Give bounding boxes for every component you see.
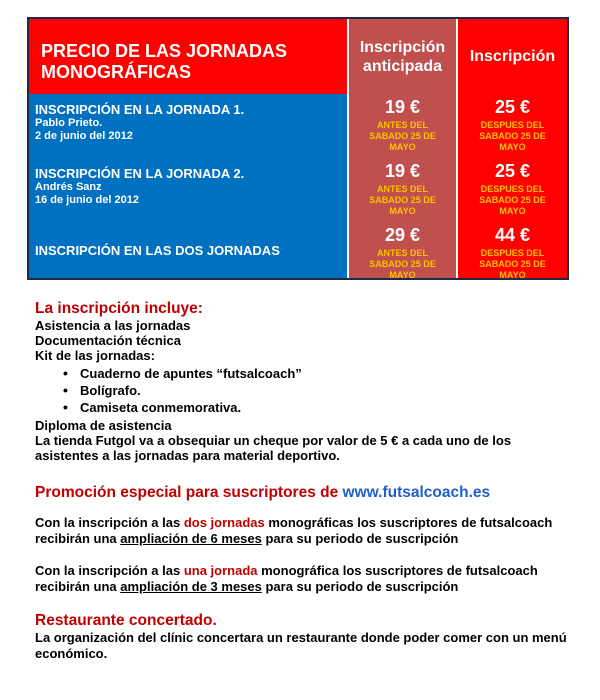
row-label [29,94,347,158]
kit-item: • Bolígrafo. [80,382,575,399]
promo-text: para su periodo de suscripción [261,531,459,546]
early-price: 29 € [384,225,421,245]
promo-highlight: una jornada [183,563,258,578]
table-row [29,94,567,160]
diploma-text: Diploma de asistencia [35,418,172,433]
early-price: 19 € [384,97,421,117]
includes-item: Kit de las jornadas: [35,348,155,363]
row-title: INSCRIPCIÓN EN LA JORNADA 2. [35,166,245,181]
includes-item: Asistencia a las jornadas [35,318,191,333]
table-row [29,158,567,224]
early-note: ANTES DEL SABADO 25 DE MAYO [369,184,436,216]
late-price: 25 € [494,97,531,117]
restaurant-heading: Restaurante concertado. [35,612,217,629]
late-note: DESPUES DEL SABADO 25 DE MAYO [479,184,546,216]
early-note: ANTES DEL SABADO 25 DE MAYO [369,248,436,280]
early-price-cell [347,94,456,158]
kit-item: • Camiseta conmemorativa. [80,399,575,416]
table-header-row [29,19,567,96]
row-speaker: Andrés Sanz [35,181,102,193]
restaurant-text: La organización del clínic concertara un restaurante donde poder comer con un menú económico. [35,630,567,661]
row-date: 2 de junio del 2012 [35,130,133,142]
late-price: 44 € [494,225,531,245]
promo-text: Con la inscripción a las [35,515,184,530]
early-price: 19 € [384,161,421,181]
early-price-cell [347,158,456,222]
promo-paragraph-one-day [35,563,575,595]
kit-list [35,365,575,416]
header-early-registration: Inscripción anticipada [347,19,456,94]
promo-text: monográfica los suscriptores de futsalcoach recibirán una [35,563,538,594]
details-section [35,299,575,662]
late-price-cell [456,222,567,278]
promo-paragraph-two-days [35,515,575,547]
late-price: 25 € [494,161,531,181]
voucher-text: La tienda Futgol va a obsequiar un cheque por valor de 5 € a cada uno de los asistentes a las jornadas para material deportivo. [35,433,512,463]
promo-highlight: dos jornadas [183,515,265,530]
late-price-cell [456,158,567,222]
row-label [29,222,347,278]
row-title: INSCRIPCIÓN EN LA JORNADA 1. [35,102,245,117]
table-row [29,222,567,278]
includes-item: Documentación técnica [35,333,181,348]
table-title: PRECIO DE LAS JORNADAS MONOGRÁFICAS [29,19,347,94]
promo-heading [35,483,575,502]
includes-heading: La inscripción incluye: [35,300,203,317]
website-link[interactable]: www.futsalcoach.es [342,484,491,501]
promo-text: monográficas los suscriptores de futsalcoach recibirán una [35,515,553,546]
kit-item: • Cuaderno de apuntes “futsalcoach” [80,365,575,382]
promo-underline: ampliación de 6 meses [120,531,262,546]
header-registration: Inscripción [456,19,567,94]
late-price-cell [456,94,567,158]
row-speaker: Pablo Prieto. [35,117,103,129]
row-title: INSCRIPCIÓN EN LAS DOS JORNADAS [35,242,280,258]
late-note: DESPUES DEL SABADO 25 DE MAYO [479,120,546,152]
early-price-cell [347,222,456,278]
price-table [27,17,569,280]
promo-underline: ampliación de 3 meses [120,579,262,594]
late-note: DESPUES DEL SABADO 25 DE MAYO [479,248,546,280]
row-label [29,158,347,222]
early-note: ANTES DEL SABADO 25 DE MAYO [369,120,436,152]
promo-heading-text: Promoción especial para suscriptores de [35,484,343,501]
row-date: 16 de junio del 2012 [35,194,139,206]
promo-text: Con la inscripción a las [35,563,184,578]
promo-text: para su periodo de suscripción [261,579,459,594]
